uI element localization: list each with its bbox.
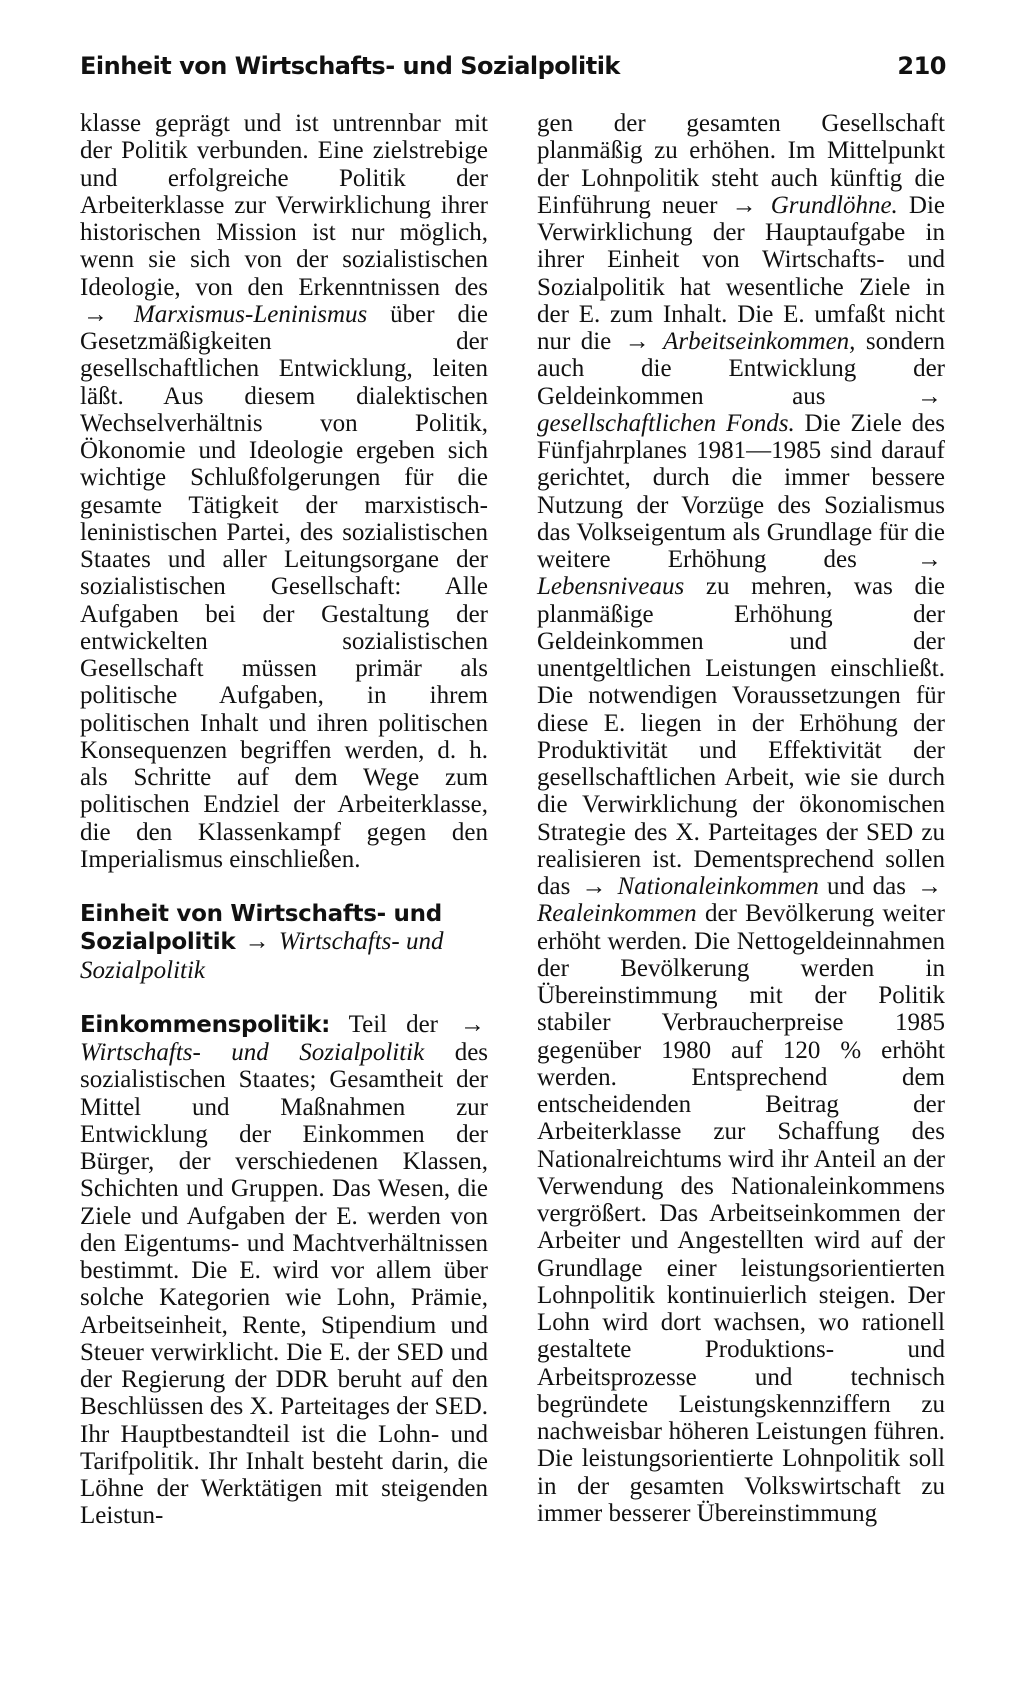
cross-reference-arrow-icon: → [460,1010,485,1038]
cross-reference-lebensniveau: Lebensniveaus [537,573,685,601]
cross-reference-arrow-icon: → [731,191,757,219]
running-head-title: Einheit von Wirtschafts- und Sozialpolitik [80,52,620,80]
entry-einkommenspolitik [80,1011,488,1530]
cross-reference-marxismus-leninismus: Marxismus-Leninismus [133,300,368,328]
cross-reference-arrow-icon: → [917,873,943,900]
text-run: Die Ziele des Fünfjahrplanes 1981—1985 sind darauf gerichtet, durch die immer bessere Nutzung der Vorzüge des Sozialismus das Volkseigentum als Grundlage für die weitere Erhöhung des [537,409,945,573]
text-run: und das [827,873,906,900]
text-run: gen der gesamten Gesellschaft planmäßig zu erhöhen. Im Mittelpunkt der Lohnpolitik steht auch künftig die Einführung neuer [537,110,945,219]
page-number: 210 [897,52,946,80]
entry-einheit [80,900,488,984]
text-run: klasse geprägt und ist untrennbar mit der Politik verbunden. Eine zielstrebige und erfolgreiche Politik der Arbeiterklasse zur Verwirklichung ihrer historischen Mission ist nur möglich, wenn sie sich von der sozialistischen Ideologie, von den Erkenntnissen des [80,110,488,301]
cross-reference-grundloehne: Grundlöhne. [770,191,898,219]
text-run: Teil der [348,1010,439,1038]
cross-reference-wirtschafts-und-sozialpolitik: Wirtschafts- und Sozialpolitik [80,928,444,984]
text-run: des sozialistischen Staates; Gesamtheit der Mittel und Maßnahmen zur Entwicklung der Einkommen der Bürger, der verschiedenen Klassen, Schichten und Gruppen. Das Wesen, die Ziele und Aufgaben der E. werden von den Eigentums- und Machtverhältnissen bestimmt. Die E. wird vor allem über solche Kategorien wie Lohn, Prämie, Arbeitseinheit, Rente, Stipendium und Steuer verwirklicht. Die E. der SED und der Regierung der DDR beruht auf den Beschlüssen des X. Parteitages der SED. Ihr Hauptbestandteil ist die Lohn- und Tarifpolitik. Ihr Inhalt besteht darin, die Löhne der Werktätigen mit steigenden Leistun- [80,1039,489,1530]
text-run: zu mehren, was die planmäßige Erhöhung der Geldeinkommen und der unentgeltlichen Leistungen einschließt. Die notwendigen Voraussetzungen für diese E. liegen in der Erhöhung der Produktivität und Effektivität der gesellschaftlichen Arbeit, wie sie durch die Verwirklichung der ökonomischen Strategie des X. Parteitages der SED zu realisieren ist. Dementsprechend sollen das [537,573,945,900]
cross-reference-nationaleinkommen: Nationaleinkommen [617,873,819,900]
left-column [80,110,488,1530]
cross-reference-realeinkommen: Realeinkommen [537,900,697,928]
right-column [537,110,945,1527]
cross-reference-gesellschaftliche-fonds: gesellschaftlichen Fonds. [537,409,795,437]
cross-reference-arrow-icon: → [581,873,607,900]
headword-einheit: Einheit von Wirtschafts- und Sozialpolitik [80,901,442,956]
text-run: Die Verwirklichung der Hauptaufgabe in ihrer Einheit von Wirtschafts- und Sozialpolitik hat wesentliche Ziele in der E. zum Inhalt. Die E. umfaßt nicht nur die [537,191,946,355]
cross-reference-wirtschafts-und-sozialpolitik: Wirtschafts- und Sozialpolitik [80,1039,425,1066]
continuation-paragraph [80,110,488,873]
headword-einkommenspolitik: Einkommenspolitik: [80,1011,331,1038]
cross-reference-arrow-icon: → [917,546,942,573]
cross-reference-arrow-icon: → [624,328,650,355]
cross-reference-arrow-icon: → [917,382,943,410]
cross-reference-arrow-icon: → [244,928,270,956]
cross-reference-arrow-icon: → [83,300,108,328]
text-run: über die Gesetzmäßigkeiten der gesellschaftlichen Entwicklung, leiten läßt. Aus diesem dialektischen Wechselverhältnis von Politik, Ökonomie und Ideologie ergeben sich wichtige Schlußfolgerungen für die gesamte Tätigkeit der marxistisch-leninistischen Partei, des sozialistischen Staates und aller Leitungsorgane der sozialistischen Gesellschaft: Alle Aufgaben bei der Gestaltung der entwickelten sozialistischen Gesellschaft müssen primär als politische Aufgaben, in ihrem politischen Inhalt und ihren politischen Konsequenzen begriffen werden, d. h. als Schritte auf dem Wege zum politischen Endziel der Arbeiterklasse, die den Klassenkampf gegen den Imperialismus einschließen. [80,300,489,873]
text-run: sondern auch die Entwicklung der Geldeinkommen aus [537,328,946,410]
continuation-paragraph-right [537,110,945,1527]
cross-reference-arbeitseinkommen: Arbeitseinkommen, [663,328,856,355]
text-run: der Bevölkerung weiter erhöht werden. Die Nettogeldeinnahmen der Bevölkerung werden in Übereinstimmung mit der Politik stabiler Verbraucherpreise 1985 gegenüber 1980 auf 120 % erhöht werden. Entsprechend dem entscheidenden Beitrag der Arbeiterklasse zur Schaffung des Nationalreichtums wird ihr Anteil an der Verwendung des Nationaleinkommens vergrößert. Das Arbeitseinkommen der Arbeiter und Angestellten wird auf der Grundlage einer leistungsorientierten Lohnpolitik kontinuierlich steigen. Der Lohn wird dort wachsen, wo rationell gestaltete Produktions- und Arbeitsprozesse und technisch begründete Leistungskennziffern zu nachweisbar höheren Leistungen führen. Die leistungsorientierte Lohnpolitik soll in der gesamten Volkswirtschaft zu immer besserer Übereinstimmung [537,900,946,1527]
running-head [80,52,946,80]
